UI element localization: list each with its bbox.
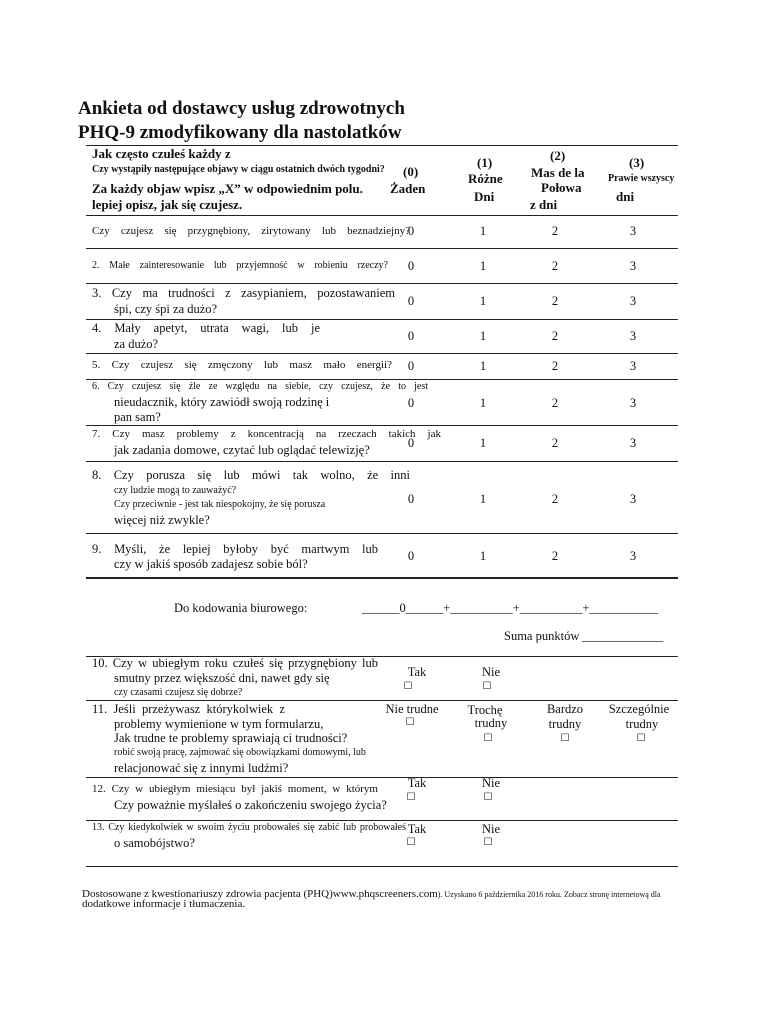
col1-number: (1) — [477, 155, 493, 170]
question-8-text-line4: więcej niż zwykle? — [114, 513, 210, 527]
q11-opt3-label-line1: Bardzo — [546, 702, 584, 716]
q1-score-2[interactable]: 2 — [551, 224, 559, 238]
q11-opt1-label: Nie trudne — [385, 702, 439, 716]
col3-number: (3) — [629, 155, 645, 170]
header-question-line1: Jak często czułeś każdy z — [92, 146, 231, 161]
q6-score-2[interactable]: 2 — [551, 396, 559, 410]
question-9-text-line2: czy w jakiś sposób zadajesz sobie ból? — [114, 557, 308, 571]
question-8-text-line2: czy ludzie mogą to zauważyć? — [114, 485, 237, 496]
q1-score-3[interactable]: 3 — [629, 224, 637, 238]
q11-opt1-checkbox[interactable]: ☐ — [405, 717, 415, 728]
q6-score-0[interactable]: 0 — [407, 396, 415, 410]
row-rule — [86, 248, 678, 249]
q13-no-checkbox[interactable]: ☐ — [483, 837, 493, 848]
q12-no-label: Nie — [481, 776, 501, 790]
q2-score-3[interactable]: 3 — [629, 259, 637, 273]
row-rule — [86, 461, 678, 462]
q12-yes-label: Tak — [407, 776, 427, 790]
question-10-text-line3: czy czasami czujesz się dobrze? — [114, 687, 243, 698]
q11-opt4-checkbox[interactable]: ☐ — [636, 733, 646, 744]
question-4-text-line1: 4. Mały apetyt, utrata wagi, lub je — [92, 321, 320, 335]
q7-score-2[interactable]: 2 — [551, 436, 559, 450]
row-rule — [86, 777, 678, 778]
q11-opt3-label-line2: trudny — [548, 717, 582, 731]
table-bottom-rule — [86, 577, 678, 579]
question-8-text-line1: 8. Czy porusza się lub mówi tak wolno, że inni — [92, 468, 410, 482]
row-rule — [86, 215, 678, 216]
row-rule — [86, 283, 678, 284]
question-3-text-line2: śpi, czy śpi za dużo? — [114, 302, 218, 316]
question-11-text-line2: problemy wymienione w tym formularzu, — [114, 717, 324, 731]
question-12-text-line2: Czy poważnie myślałeś o zakończeniu swojego życia? — [114, 798, 387, 812]
question-9-text-line1: 9. Myśli, że lepiej byłoby być martwym lub — [92, 542, 378, 556]
footer-source: Dostosowane z kwestionariuszy zdrowia pacjenta (PHQ)www.phqscreeners.com — [82, 888, 438, 900]
q5-score-3[interactable]: 3 — [629, 359, 637, 373]
q11-opt3-checkbox[interactable]: ☐ — [560, 733, 570, 744]
total-score-line[interactable]: _____________ — [582, 629, 664, 643]
row-rule — [86, 700, 678, 701]
q4-score-3[interactable]: 3 — [629, 329, 637, 343]
question-11-text-line1: 11. Jeśli przeżywasz którykolwiek z — [92, 702, 285, 716]
page-subtitle: PHQ-9 zmodyfikowany dla nastolatków — [78, 122, 402, 143]
q10-no-label: Nie — [481, 665, 501, 679]
col1-label-line2: Dni — [474, 189, 495, 204]
q11-opt2-checkbox[interactable]: ☐ — [483, 733, 493, 744]
q2-score-0[interactable]: 0 — [407, 259, 415, 273]
q4-score-0[interactable]: 0 — [407, 329, 415, 343]
page-title: Ankieta od dostawcy usług zdrowotnych — [78, 98, 405, 119]
q12-yes-checkbox[interactable]: ☐ — [406, 792, 416, 803]
q5-score-0[interactable]: 0 — [407, 359, 415, 373]
q6-score-3[interactable]: 3 — [629, 396, 637, 410]
question-11-text-line4: robić swoją pracę, zajmować się obowiązkami domowymi, lub — [114, 747, 366, 758]
row-rule — [86, 820, 678, 821]
question-1-text: Czy czujesz się przygnębiony, zirytowany lub beznadziejny? — [92, 225, 410, 237]
footer-access-note: ). Uzyskano 6 października 2016 roku. Zobacz stronę internetową dla — [437, 890, 661, 899]
q13-yes-label: Tak — [407, 822, 427, 836]
header-question-line4: lepiej opisz, jak się czujesz. — [92, 197, 243, 212]
q9-score-3[interactable]: 3 — [629, 549, 637, 563]
question-13-text-line1: 13. Czy kiedykolwiek w swoim życiu probowałeś się zabić lub probowałeś — [92, 822, 406, 833]
q3-score-2[interactable]: 2 — [551, 294, 559, 308]
col2-label-line2: Połowa — [541, 180, 582, 195]
q8-score-1[interactable]: 1 — [479, 492, 487, 506]
row-rule — [86, 379, 678, 380]
q8-score-0[interactable]: 0 — [407, 492, 415, 506]
question-8-text-line3: Czy przeciwnie - jest tak niespokojny, że się porusza — [114, 499, 326, 510]
q7-score-0[interactable]: 0 — [407, 436, 415, 450]
q9-score-2[interactable]: 2 — [551, 549, 559, 563]
question-2-text: 2. Małe zainteresowanie lub przyjemność w robieniu rzeczy? — [92, 260, 388, 271]
q13-no-label: Nie — [481, 822, 501, 836]
q3-score-3[interactable]: 3 — [629, 294, 637, 308]
q2-score-2[interactable]: 2 — [551, 259, 559, 273]
row-rule — [86, 425, 678, 426]
q11-opt2-label-line1: Trochę — [467, 703, 503, 717]
q6-score-1[interactable]: 1 — [479, 396, 487, 410]
question-11-text-line5: relacjonować się z innymi ludźmi? — [114, 761, 289, 775]
question-5-text: 5. Czy czujesz się zmęczony lub masz mało energii? — [92, 359, 392, 371]
q4-score-1[interactable]: 1 — [479, 329, 487, 343]
footer-line2: dodatkowe informacje i tłumaczenia. — [82, 898, 246, 910]
question-12-text-line1: 12. Czy w ubiegłym miesiącu był jakiś moment, w którym — [92, 783, 378, 795]
question-7-text-line2: jak zadania domowe, czytać lub oglądać telewizję? — [114, 443, 370, 457]
q1-score-0[interactable]: 0 — [407, 224, 415, 238]
q11-opt4-label-line2: trudny — [625, 717, 659, 731]
question-7-text-line1: 7. Czy masz problemy z koncentracją na rzeczach takich jak — [92, 428, 441, 440]
row-rule — [86, 353, 678, 354]
q12-no-checkbox[interactable]: ☐ — [483, 792, 493, 803]
col2-number: (2) — [550, 148, 566, 163]
q10-yes-label: Tak — [407, 665, 427, 679]
question-10-text-line1: 10. Czy w ubiegłym roku czułeś się przygnębiony lub — [92, 656, 378, 670]
q10-no-checkbox[interactable]: ☐ — [482, 681, 492, 692]
q11-opt4-label-line1: Szczególnie — [608, 702, 670, 716]
q4-score-2[interactable]: 2 — [551, 329, 559, 343]
q3-score-1[interactable]: 1 — [479, 294, 487, 308]
question-6-text-line2: nieudacznik, który zawiódł swoją rodzinę i — [114, 395, 330, 409]
question-10-text-line2: smutny przez większość dni, nawet gdy się — [114, 671, 330, 685]
q5-score-1[interactable]: 1 — [479, 359, 487, 373]
q10-yes-checkbox[interactable]: ☐ — [403, 681, 413, 692]
office-coding-formula: ______0______+__________+__________+___________ — [362, 601, 659, 615]
question-6-text-line3: pan sam? — [114, 410, 161, 424]
q7-score-1[interactable]: 1 — [479, 436, 487, 450]
q13-yes-checkbox[interactable]: ☐ — [406, 837, 416, 848]
header-question-line3: Za każdy objaw wpisz „X” w odpowiednim polu. — [92, 181, 363, 196]
row-rule — [86, 866, 678, 867]
header-question-line2: Czy wystąpiły następujące objawy w ciągu ostatnich dwóch tygodni? — [92, 164, 385, 175]
q8-score-3[interactable]: 3 — [629, 492, 637, 506]
col0-number: (0) — [403, 164, 419, 179]
question-3-text-line1: 3. Czy ma trudności z zasypianiem, pozostawaniem — [92, 286, 395, 300]
q9-score-1[interactable]: 1 — [479, 549, 487, 563]
col0-label: Żaden — [390, 181, 426, 196]
row-rule — [86, 533, 678, 534]
row-rule — [86, 319, 678, 320]
total-score-label: Suma punktów — [504, 629, 580, 643]
col3-label-line2: dni — [616, 189, 635, 204]
col3-label-line1: Prawie wszyscy — [608, 173, 675, 184]
q1-score-1[interactable]: 1 — [479, 224, 487, 238]
question-6-text-line1: 6. Czy czujesz się źle ze względu na siebie, czy czujesz, że to jest — [92, 381, 428, 392]
question-4-text-line2: za dużo? — [114, 337, 159, 351]
col1-label-line1: Różne — [468, 171, 503, 186]
q5-score-2[interactable]: 2 — [551, 359, 559, 373]
q2-score-1[interactable]: 1 — [479, 259, 487, 273]
question-11-text-line3: Jak trudne te problemy sprawiają ci trudności? — [114, 731, 348, 745]
question-13-text-line2: o samobójstwo? — [114, 836, 195, 850]
q9-score-0[interactable]: 0 — [407, 549, 415, 563]
office-coding-label: Do kodowania biurowego: — [174, 601, 308, 615]
q8-score-2[interactable]: 2 — [551, 492, 559, 506]
q11-opt2-label-line2: trudny — [474, 716, 508, 730]
q7-score-3[interactable]: 3 — [629, 436, 637, 450]
col2-label-line3: z dni — [530, 197, 558, 212]
col2-label-line1: Mas de la — [531, 165, 585, 180]
q3-score-0[interactable]: 0 — [407, 294, 415, 308]
